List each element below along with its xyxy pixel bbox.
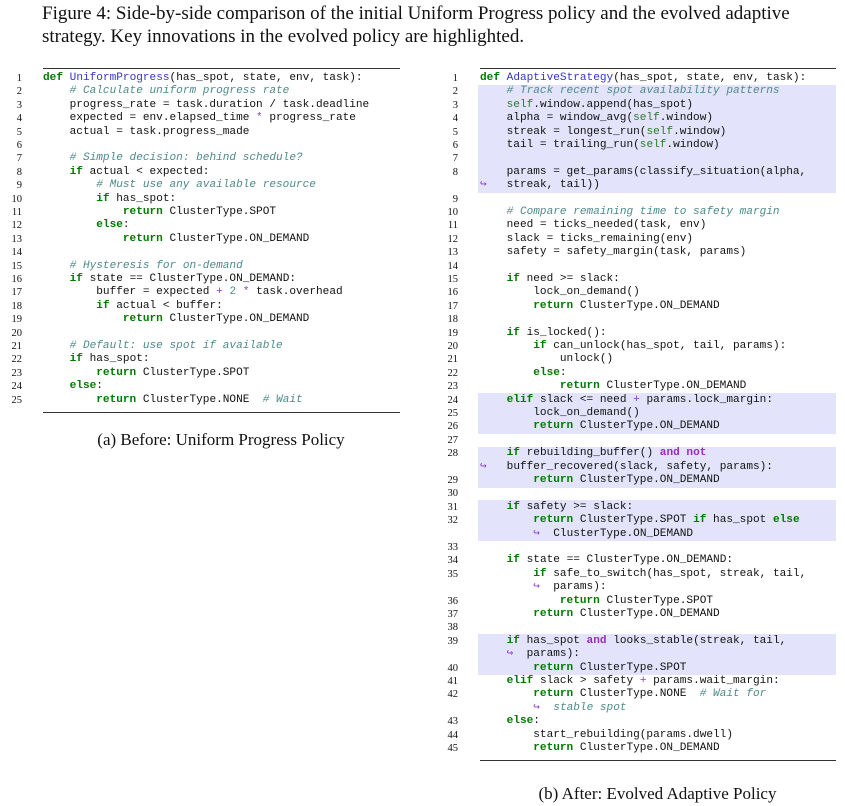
code-line (0, 380, 400, 393)
code-text: if has_spot and looks_stable(streak, tail, (506, 634, 787, 647)
code-text: self.window.append(has_spot) (506, 98, 694, 111)
code-text: return ClusterType.SPOT (96, 366, 250, 379)
code-line (436, 715, 836, 728)
line-number: 12 (447, 233, 458, 245)
line-number: 10 (11, 193, 22, 205)
code-text: return ClusterType.ON_DEMAND (533, 299, 720, 312)
code-line (436, 608, 836, 621)
line-number: 4 (452, 113, 458, 125)
line-number: 15 (11, 260, 22, 272)
code-line (436, 675, 836, 688)
line-number: 44 (447, 729, 458, 741)
line-number: 17 (11, 287, 22, 299)
code-line (436, 126, 836, 139)
code-text: return ClusterType.ON_DEMAND (533, 474, 720, 486)
code-text: return ClusterType.ON_DEMAND (533, 742, 720, 754)
code-line (0, 219, 400, 232)
left-code-listing (0, 66, 405, 418)
figure-caption: Figure 4: Side-by-side comparison of the initial Uniform Progress policy and the evolved adaptive strategy. Key innovations in the evolved policy are highlighted. (42, 3, 790, 47)
code-line (436, 635, 836, 648)
code-line (0, 260, 400, 273)
code-line (436, 528, 836, 541)
code-line (436, 621, 836, 634)
code-line (436, 688, 836, 701)
code-text: return ClusterType.SPOT if has_spot else (533, 514, 800, 527)
code-line (436, 407, 836, 420)
code-text: elif slack > safety + params.wait_margin: (506, 675, 780, 687)
code-text: streak = longest_run(self.window) (480, 125, 727, 138)
code-line (436, 300, 836, 313)
code-text: if state == ClusterType.ON_DEMAND: (506, 554, 734, 567)
code-text: if actual < buffer: (96, 299, 223, 312)
right-subcaption: (b) After: Evolved Adaptive Policy (538, 784, 777, 803)
code-line (436, 206, 836, 219)
line-number: 6 (452, 140, 458, 151)
code-line (0, 340, 400, 353)
line-number: 45 (447, 743, 458, 754)
code-line (436, 461, 836, 474)
code-text: # Compare remaining time to safety margin (506, 206, 780, 218)
line-number: 19 (447, 327, 458, 339)
code-text: return ClusterType.ON_DEMAND (122, 313, 310, 326)
code-line (436, 99, 836, 112)
line-number: 29 (447, 475, 458, 486)
line-number: 3 (16, 99, 22, 111)
code-line (0, 166, 400, 179)
code-line (436, 179, 836, 192)
code-text: return ClusterType.ON_DEMAND (559, 380, 747, 393)
code-text: start_rebuilding(params.dwell) (480, 728, 733, 741)
code-line (436, 595, 836, 608)
listing-top-rule (43, 68, 400, 69)
code-line (0, 85, 400, 98)
code-text: if is_locked(): (506, 326, 607, 339)
code-line (436, 327, 836, 340)
code-text: else: (96, 219, 130, 232)
listing-bottom-rule (43, 412, 400, 413)
code-text: elif slack <= need + params.lock_margin: (506, 393, 773, 406)
code-text: if state == ClusterType.ON_DEMAND: (69, 273, 297, 285)
code-line (0, 353, 400, 366)
code-text: # Hysteresis for on-demand (69, 259, 243, 272)
line-number: 13 (447, 247, 458, 259)
line-number: 32 (447, 515, 458, 527)
code-line (436, 581, 836, 594)
line-number: 9 (16, 180, 22, 192)
line-number: 11 (11, 207, 22, 218)
code-line (0, 286, 400, 299)
code-text: expected = env.elapsed_time * progress_rate (43, 112, 356, 125)
code-line (436, 72, 836, 85)
code-text: safety = safety_margin(task, params) (480, 246, 747, 259)
code-line (0, 72, 400, 85)
code-line (436, 85, 836, 98)
code-text: ↪ params): (506, 648, 580, 661)
code-text: else: (506, 715, 540, 728)
line-number: 18 (11, 300, 22, 312)
code-line (436, 260, 836, 273)
line-number: 40 (447, 662, 458, 674)
line-number: 23 (447, 381, 458, 393)
code-line (436, 273, 836, 286)
code-line (436, 139, 836, 152)
code-line (436, 702, 836, 715)
code-text: actual = task.progress_made (43, 125, 250, 138)
code-text: need = ticks_needed(task, env) (480, 219, 707, 232)
code-line (436, 246, 836, 259)
code-text: if need >= slack: (506, 273, 620, 285)
line-number: 6 (16, 140, 22, 151)
code-line (0, 394, 400, 407)
line-number: 24 (11, 381, 22, 393)
code-line (0, 233, 400, 246)
code-line (436, 112, 836, 125)
line-number: 34 (447, 555, 458, 567)
line-number: 16 (11, 274, 22, 285)
code-line (436, 313, 836, 326)
line-number: 42 (447, 689, 458, 701)
line-number: 38 (447, 622, 458, 634)
code-line (436, 219, 836, 232)
line-number: 21 (447, 354, 458, 366)
line-number: 12 (11, 220, 22, 232)
line-number: 15 (447, 274, 458, 285)
code-line (436, 166, 836, 179)
code-text: buffer = expected + 2 * task.overhead (43, 286, 343, 299)
code-line (436, 474, 836, 487)
line-number: 7 (452, 153, 458, 165)
line-number: 14 (11, 247, 22, 259)
listing-bottom-rule (480, 760, 836, 761)
code-text: ↪ params): (533, 581, 607, 594)
code-line (436, 193, 836, 206)
code-line (436, 648, 836, 661)
line-number: 37 (447, 609, 458, 620)
line-number: 1 (16, 73, 22, 84)
code-line (436, 152, 836, 165)
code-text: def AdaptiveStrategy(has_spot, state, env, task): (480, 72, 807, 84)
line-number: 33 (447, 542, 458, 553)
line-number: 39 (447, 635, 458, 647)
code-line (436, 286, 836, 299)
line-number: 8 (452, 166, 458, 178)
code-text: # Simple decision: behind schedule? (69, 152, 303, 165)
code-text: lock_on_demand() (480, 407, 640, 419)
line-number: 17 (447, 300, 458, 312)
line-number: 43 (447, 716, 458, 728)
code-text: return ClusterType.SPOT (533, 661, 687, 674)
code-text: if safety >= slack: (506, 500, 634, 513)
code-text: return ClusterType.ON_DEMAND (533, 608, 720, 620)
code-text: def UniformProgress(has_spot, state, env, task): (43, 72, 363, 84)
line-number: 20 (447, 341, 458, 352)
code-line (0, 206, 400, 219)
code-text: ↪ buffer_recovered(slack, safety, params): (480, 460, 773, 473)
code-line (436, 420, 836, 433)
code-text: ↪ ClusterType.ON_DEMAND (533, 527, 694, 540)
line-number: 20 (11, 327, 22, 339)
code-text: lock_on_demand() (480, 286, 640, 299)
line-number: 31 (447, 501, 458, 513)
line-number: 16 (447, 287, 458, 299)
code-text: if rebuilding_buffer() and not (506, 447, 707, 460)
line-number: 28 (447, 448, 458, 460)
line-number: 24 (447, 394, 458, 406)
code-line (436, 380, 836, 393)
line-number: 11 (447, 220, 458, 232)
line-number: 1 (452, 73, 458, 84)
left-subcaption: (a) Before: Uniform Progress Policy (97, 430, 345, 449)
code-line (436, 233, 836, 246)
line-number: 30 (447, 488, 458, 500)
code-text: # Must use any available resource (96, 179, 316, 192)
line-number: 35 (447, 568, 458, 580)
code-text: return ClusterType.SPOT (559, 594, 714, 607)
code-text: return ClusterType.NONE # Wait (96, 393, 303, 406)
code-text: return ClusterType.NONE # Wait for (533, 688, 767, 701)
code-text: return ClusterType.ON_DEMAND (122, 232, 310, 245)
code-text: # Track recent spot availability patterns (506, 85, 780, 98)
code-line (0, 193, 400, 206)
line-number: 9 (452, 193, 458, 205)
code-line (436, 501, 836, 514)
code-text: if has_spot: (69, 353, 150, 366)
code-line (0, 139, 400, 152)
code-text: else: (533, 366, 567, 379)
code-line (0, 152, 400, 165)
line-number: 25 (447, 408, 458, 419)
line-number: 2 (16, 86, 22, 98)
code-line (0, 313, 400, 326)
line-number: 3 (452, 99, 458, 111)
line-number: 27 (447, 434, 458, 446)
code-line (436, 568, 836, 581)
code-line (436, 353, 836, 366)
code-text: if actual < expected: (69, 165, 210, 178)
line-number: 18 (447, 314, 458, 326)
line-number: 2 (452, 86, 458, 98)
code-line (436, 447, 836, 460)
code-text: slack = ticks_remaining(env) (480, 232, 694, 245)
line-number: 7 (16, 153, 22, 165)
code-line (436, 487, 836, 500)
line-number: 22 (447, 367, 458, 379)
code-text: return ClusterType.SPOT (122, 206, 277, 218)
code-text: # Default: use spot if available (69, 340, 283, 352)
line-number: 4 (16, 113, 22, 125)
line-number: 22 (11, 354, 22, 366)
code-line (436, 394, 836, 407)
code-line (436, 514, 836, 527)
code-line (0, 246, 400, 259)
code-line (0, 179, 400, 192)
listing-top-rule (480, 68, 836, 69)
code-text: if safe_to_switch(has_spot, streak, tail, (533, 567, 807, 580)
code-text: if can_unlock(has_spot, tail, params): (533, 340, 787, 352)
code-text: alpha = window_avg(self.window) (480, 112, 714, 125)
code-line (436, 434, 836, 447)
code-text: ↪ streak, tail)) (480, 179, 600, 192)
line-number: 25 (11, 394, 22, 406)
code-line (436, 729, 836, 742)
line-number: 5 (16, 126, 22, 138)
code-text: return ClusterType.ON_DEMAND (533, 420, 720, 433)
code-line (0, 367, 400, 380)
line-number: 5 (452, 126, 458, 138)
code-line (436, 662, 836, 675)
code-line (436, 742, 836, 755)
line-number: 26 (447, 421, 458, 433)
code-line (0, 300, 400, 313)
code-line (436, 367, 836, 380)
code-text: params = get_params(classify_situation(alpha, (480, 165, 807, 178)
code-text: # Calculate uniform progress rate (69, 85, 290, 98)
code-line (0, 327, 400, 340)
line-number: 8 (16, 166, 22, 178)
line-number: 10 (447, 207, 458, 218)
code-line (436, 541, 836, 554)
code-line (0, 126, 400, 139)
line-number: 23 (11, 367, 22, 379)
line-number: 14 (447, 260, 458, 272)
code-text: if has_spot: (96, 192, 177, 205)
code-text: ↪ stable spot (533, 701, 627, 714)
code-line (436, 340, 836, 353)
line-number: 13 (11, 233, 22, 245)
line-number: 21 (11, 341, 22, 352)
code-line (0, 112, 400, 125)
code-text: unlock() (480, 353, 614, 366)
code-text: progress_rate = task.duration / task.deadline (43, 98, 370, 111)
line-number: 19 (11, 314, 22, 326)
code-line (0, 99, 400, 112)
code-line (0, 273, 400, 286)
code-text: else: (69, 380, 103, 393)
right-code-listing (436, 66, 841, 772)
line-number: 41 (447, 676, 458, 687)
line-number: 36 (447, 595, 458, 607)
code-text: tail = trailing_run(self.window) (480, 139, 720, 151)
code-line (436, 554, 836, 567)
